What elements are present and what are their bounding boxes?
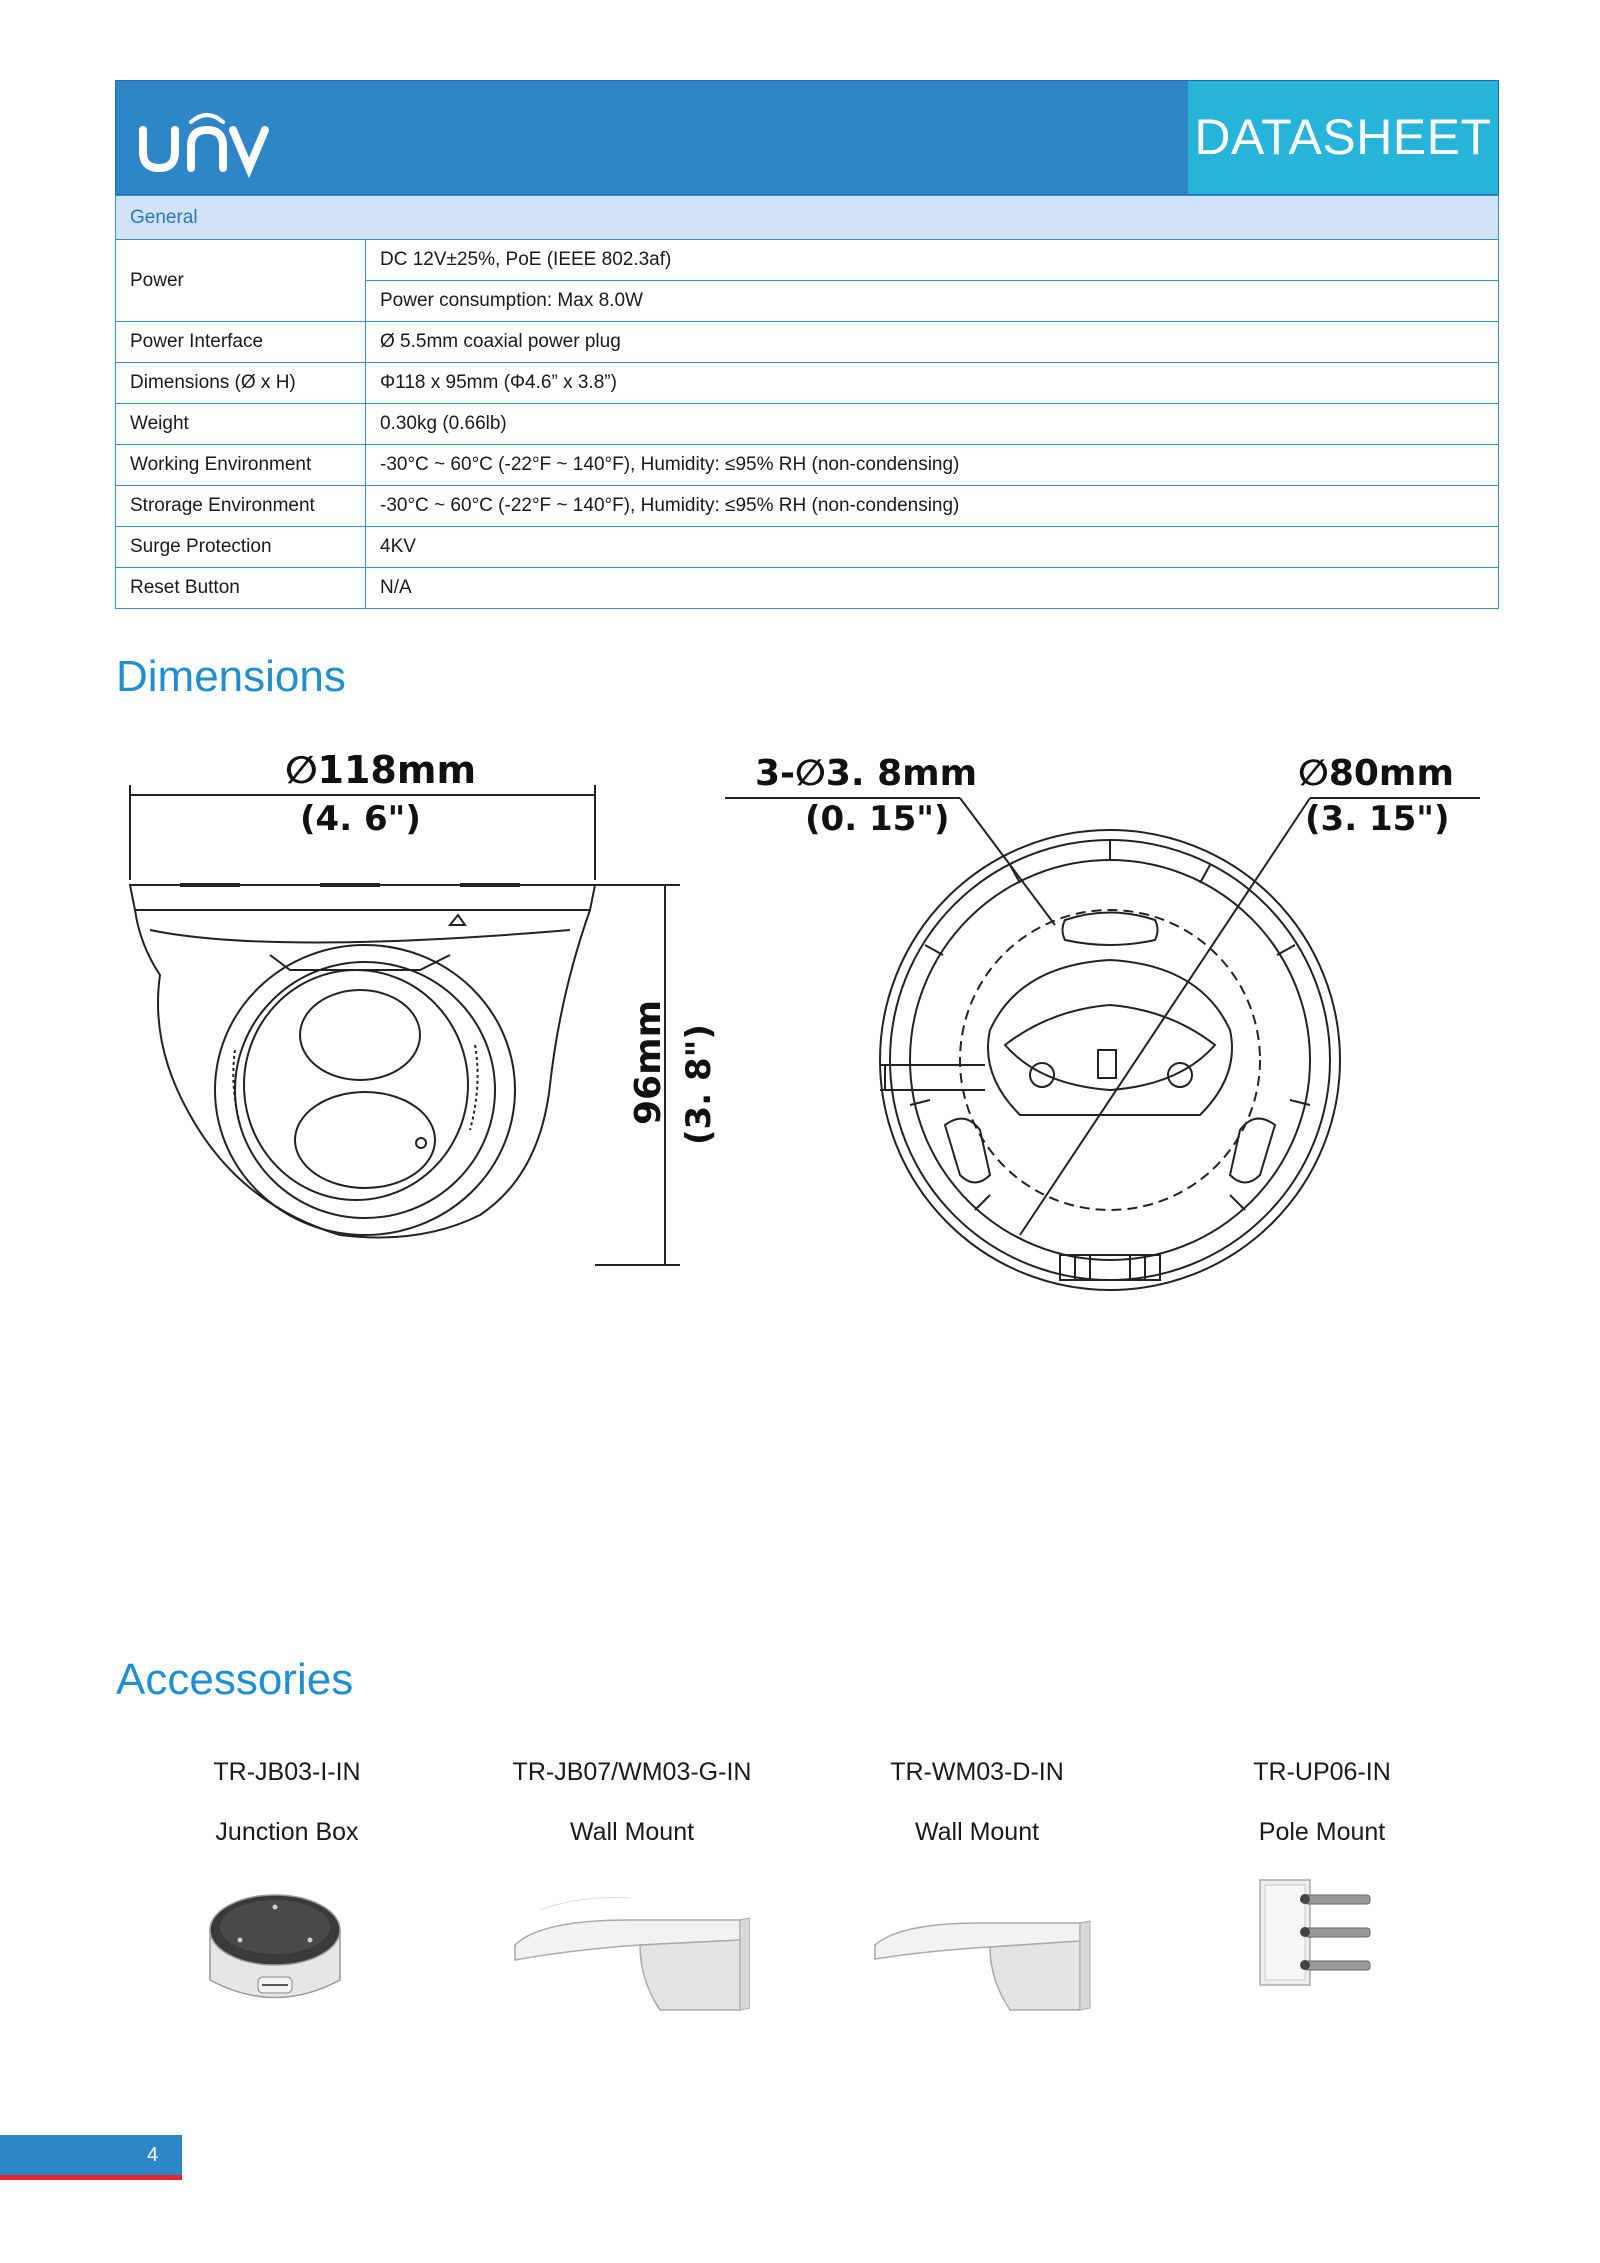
camera-side-view-drawing bbox=[120, 745, 720, 1305]
accessory-name: Wall Mount bbox=[569, 1818, 695, 1846]
doc-type-label: DATASHEET bbox=[1188, 81, 1498, 194]
spec-key: Strorage Environment bbox=[116, 486, 366, 527]
accessory-item bbox=[482, 1758, 782, 1847]
mount-in-label: (3. 15") bbox=[1305, 799, 1450, 839]
page-number-tab bbox=[0, 2135, 182, 2180]
spec-value: 4KV bbox=[366, 527, 1499, 568]
spec-value: -30°C ~ 60°C (-22°F ~ 140°F), Humidity: ≤95% RH (non-condensing) bbox=[366, 445, 1499, 486]
accessory-model: TR-UP06-IN bbox=[1253, 1758, 1391, 1786]
spec-section-label: General bbox=[116, 196, 1499, 240]
spec-value: DC 12V±25%, PoE (IEEE 802.3af) bbox=[366, 240, 1499, 281]
spec-value: Power consumption: Max 8.0W bbox=[366, 281, 1499, 322]
wall-mount-image bbox=[870, 1895, 1100, 2020]
spec-key: Reset Button bbox=[116, 568, 366, 609]
width-mm-label: ∅118mm bbox=[285, 748, 477, 792]
spec-section-row bbox=[116, 196, 1499, 240]
spec-key: Working Environment bbox=[116, 445, 366, 486]
accessories-heading: Accessories bbox=[116, 1655, 354, 1704]
spec-key: Surge Protection bbox=[116, 527, 366, 568]
accessory-item bbox=[137, 1758, 437, 1847]
accessory-model: TR-JB03-I-IN bbox=[213, 1758, 361, 1786]
spec-value: Φ118 x 95mm (Φ4.6” x 3.8”) bbox=[366, 363, 1499, 404]
accessory-item bbox=[827, 1758, 1127, 1847]
accessory-model: TR-WM03-D-IN bbox=[890, 1758, 1064, 1786]
table-row bbox=[116, 363, 1499, 404]
width-in-label: (4. 6") bbox=[300, 799, 421, 839]
height-in-label: (3. 8") bbox=[679, 1024, 719, 1145]
accessory-item bbox=[1172, 1758, 1472, 1847]
table-row bbox=[116, 527, 1499, 568]
accessory-name: Wall Mount bbox=[914, 1818, 1040, 1846]
mount-mm-label: ∅80mm bbox=[1298, 753, 1454, 794]
wall-mount-image bbox=[510, 1890, 750, 2020]
table-row bbox=[116, 404, 1499, 445]
page-number: 4 bbox=[147, 2144, 159, 2166]
spec-value: -30°C ~ 60°C (-22°F ~ 140°F), Humidity: ≤95% RH (non-condensing) bbox=[366, 486, 1499, 527]
spec-key: Power bbox=[116, 240, 366, 322]
table-row bbox=[116, 445, 1499, 486]
spec-value: 0.30kg (0.66lb) bbox=[366, 404, 1499, 445]
pole-mount-image bbox=[1255, 1870, 1385, 1995]
spec-key: Dimensions (Ø x H) bbox=[116, 363, 366, 404]
table-row bbox=[116, 322, 1499, 363]
height-mm-label: 96mm bbox=[628, 999, 669, 1125]
table-row bbox=[116, 568, 1499, 609]
junction-box-image bbox=[200, 1885, 350, 2015]
camera-bottom-view-drawing bbox=[720, 745, 1500, 1335]
spec-key: Power Interface bbox=[116, 322, 366, 363]
accessory-name: Pole Mount bbox=[1258, 1818, 1386, 1846]
spec-value: N/A bbox=[366, 568, 1499, 609]
datasheet-header bbox=[115, 80, 1499, 195]
hole-in-label: (0. 15") bbox=[805, 799, 950, 839]
spec-key: Weight bbox=[116, 404, 366, 445]
accessory-name: Junction Box bbox=[215, 1818, 359, 1846]
table-row bbox=[116, 240, 1499, 281]
spec-table bbox=[115, 195, 1499, 609]
accessory-model: TR-JB07/WM03-G-IN bbox=[512, 1758, 752, 1786]
hole-mm-label: 3-∅3. 8mm bbox=[755, 753, 978, 794]
dimensions-heading: Dimensions bbox=[116, 652, 346, 701]
table-row bbox=[116, 486, 1499, 527]
unv-logo bbox=[135, 100, 275, 180]
spec-value: Ø 5.5mm coaxial power plug bbox=[366, 322, 1499, 363]
